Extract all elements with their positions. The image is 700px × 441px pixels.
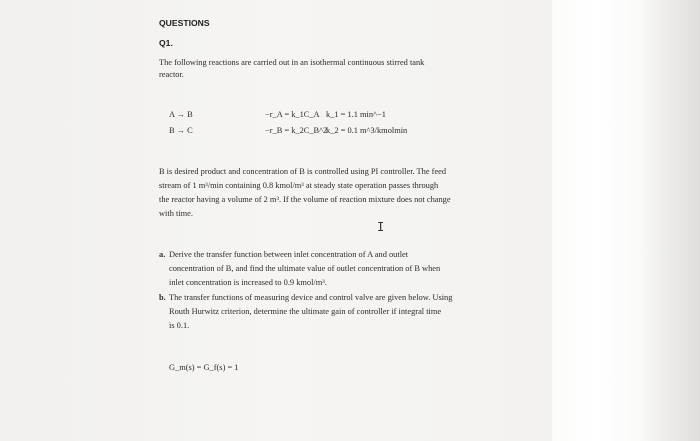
- reaction-1-equation: A → B: [169, 110, 193, 119]
- reaction-1-rate: −r_A = k_1C_A: [265, 110, 320, 119]
- reaction-2-constant: k_2 = 0.1 m^3/kmolmin: [326, 126, 408, 135]
- text-cursor-icon: I: [377, 220, 385, 234]
- page-title: QUESTIONS: [159, 18, 210, 28]
- background-shadow: [640, 0, 700, 441]
- part-a-line-1: Derive the transfer function between inlet concentration of A and outlet: [169, 250, 409, 259]
- transfer-function-equation: G_m(s) = G_f(s) = 1: [169, 363, 239, 372]
- intro-line-1: The following reactions are carried out in an isothermal continuous stirred tank: [159, 58, 425, 67]
- part-b-line-1: The transfer functions of measuring device and control valve are given below. Using: [169, 293, 453, 302]
- paragraph-line-3: the reactor having a volume of 2 m³. If the volume of reaction mixture does not change: [159, 195, 451, 204]
- reaction-2-rate: −r_B = k_2C_B^2: [265, 126, 328, 135]
- part-a-line-2: concentration of B, and find the ultimate value of outlet concentration of B when: [169, 264, 441, 273]
- paragraph-line-1: B is desired product and concentration of B is controlled using PI controller. The feed: [159, 167, 447, 176]
- question-label: Q1.: [159, 38, 173, 48]
- intro-line-2: reactor.: [159, 70, 184, 79]
- part-b-line-3: is 0.1.: [169, 321, 190, 330]
- paragraph-line-4: with time.: [159, 209, 193, 218]
- reaction-1-constant: k_1 = 1.1 min^−1: [326, 110, 386, 119]
- part-b-line-2: Routh Hurwitz criterion, determine the ultimate gain of controller if integral time: [169, 307, 442, 316]
- part-b-label: b.: [159, 293, 166, 302]
- part-a-label: a.: [159, 250, 166, 259]
- paragraph-line-2: stream of 1 m³/min containing 0.8 kmol/m³ at steady state operation passes through: [159, 181, 439, 190]
- part-a-line-3: inlet concentration is increased to 0.9 kmol/m³.: [169, 278, 327, 287]
- reaction-2-equation: B → C: [169, 126, 193, 135]
